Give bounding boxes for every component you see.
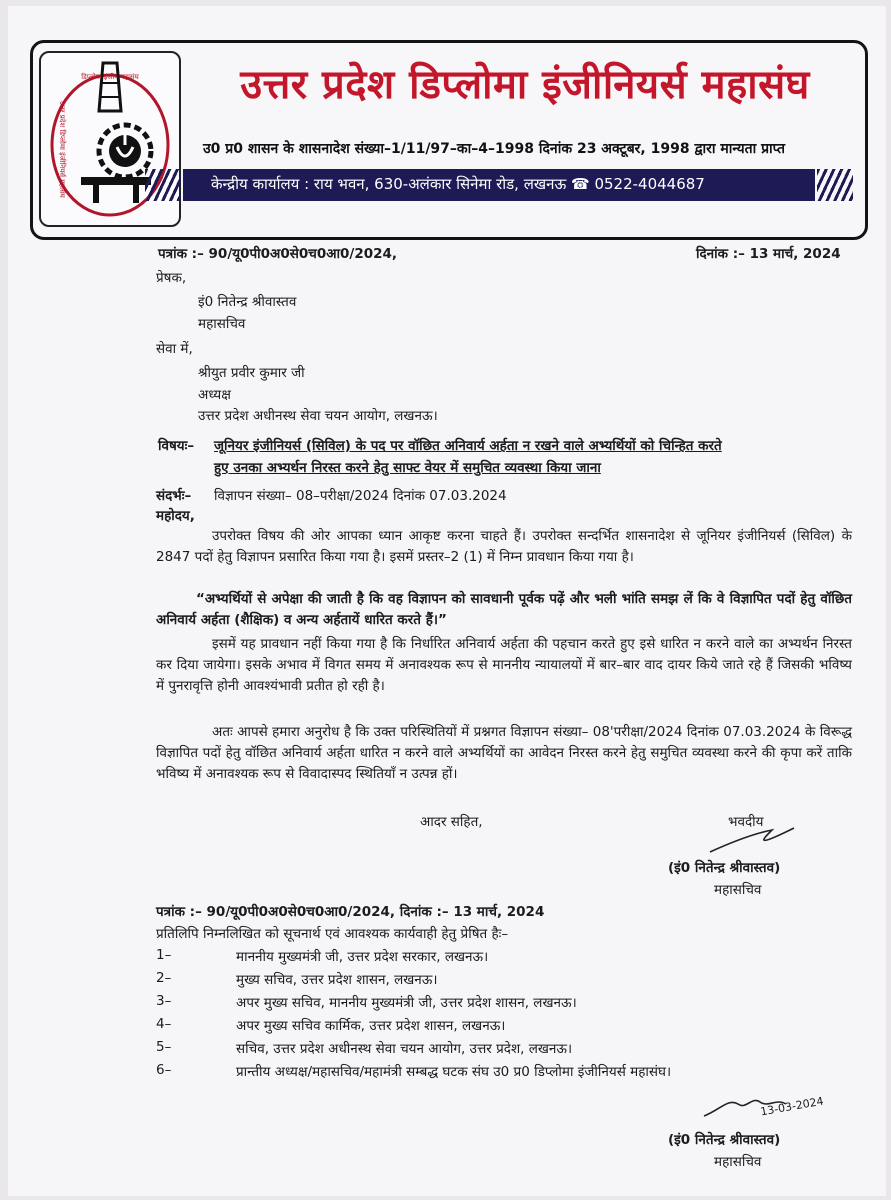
copy-reference-line: पत्रांक :– 90/यू0पी0अ0से0च0आ0/2024, दिनांक :– 13 मार्च, 2024 xyxy=(156,904,545,920)
subject-line-1: जूनियर इंजीनियर्स (सिविल) के पद पर वॉछित अनिवार्य अर्हता न रखने वाले अभ्यर्थियों को चिन्हित करते xyxy=(214,438,722,454)
recipient-org: उत्तर प्रदेश अधीनस्थ सेवा चयन आयोग, लखनऊ। xyxy=(198,408,438,424)
sender-label: प्रेषक, xyxy=(156,270,187,286)
letter-reference-number: पत्रांक :– 90/यू0पी0अ0से0च0आ0/2024, xyxy=(158,246,398,262)
signature-date: 13-03-2024 xyxy=(759,1094,825,1119)
signatory-title: महासचिव xyxy=(714,882,762,898)
to-label: सेवा में, xyxy=(156,341,193,357)
letterhead xyxy=(30,40,868,240)
reference-text: विज्ञापन संख्या– 08–परीक्षा/2024 दिनांक 07.03.2024 xyxy=(214,488,507,504)
yours-faithfully: भवदीय xyxy=(728,814,764,830)
copy-item-number: 3– xyxy=(156,993,172,1009)
copy-item-text: मुख्य सचिव, उत्तर प्रदेश शासन, लखनऊ। xyxy=(236,972,438,988)
paragraph-1: उपरोक्त विषय की ओर आपका ध्यान आकृष्ट करना चाहते हैं। उपरोक्त सन्दर्भित शासनादेश से जूनियर इंजीनियर्स (सिविल) के 2847 पदों हेतु विज्ञापन प्रसारित किया गया है। इसमें प्रस्तर–2 (1) में निम्न प्रावधान किया गया है। xyxy=(156,528,852,565)
letter-page xyxy=(8,6,886,1196)
sender-title: महासचिव xyxy=(198,316,246,332)
quoted-provision: “अभ्यर्थियों से अपेक्षा की जाती है कि वह विज्ञापन को सावधानी पूर्वक पढ़ें और भली भांति समझ लें कि वे विज्ञापित पदों हेतु वॉछित अनिवार्य अर्हता (शैक्षिक) व अन्य अर्हतायें धारित करते हैं।” xyxy=(156,591,852,628)
salutation: महोदय, xyxy=(156,508,195,524)
paragraph-3: अतः आपसे हमारा अनुरोध है कि उक्त परिस्थितियों में प्रश्नगत विज्ञापन संख्या– 08'परीक्षा/2024 दिनांक 07.03.2024 के विरूद्ध विज्ञापित पदों हेतु वॉछित अनिवार्य अर्हता धारित न करने वाले अभ्यर्थियों का आवेदन निरस्त करने हेतु समुचित व्यवस्था करने की कृपा करें ताकि भविष्य में अनावश्यक रूप से विवादास्पद स्थितियाँ न उत्पन्न हों। xyxy=(156,724,852,782)
subject-label: विषयः– xyxy=(158,438,195,454)
reference-label: संदर्भः– xyxy=(156,488,192,504)
recognition-line: उ0 प्र0 शासन के शासनादेश संख्या–1/11/97–का–4–1998 दिनांक 23 अक्टूबर, 1998 द्वारा मान्यता प्राप्त xyxy=(203,141,785,157)
organization-title: उत्तर प्रदेश डिप्लोमा इंजीनियर्स महासंघ xyxy=(240,62,810,108)
copy-item-text: सचिव, उत्तर प्रदेश अधीनस्थ सेवा चयन आयोग, उत्तर प्रदेश, लखनऊ। xyxy=(236,1041,573,1057)
copy-item-text: प्रान्तीय अध्यक्ष/महासचिव/महामंत्री सम्बद्ध घटक संघ उ0 प्र0 डिप्लोमा इंजीनियर्स महासंघ। xyxy=(236,1064,672,1080)
copy-item-text: अपर मुख्य सचिव, माननीय मुख्यमंत्री जी, उत्तर प्रदेश शासन, लखनऊ। xyxy=(236,995,577,1011)
logo-text-side: उत्तर प्रदेश डिप्लोमा इंजीनियर्स महासंघ xyxy=(58,101,66,198)
regards-text: आदर सहित, xyxy=(420,814,483,830)
signature-mark-1 xyxy=(702,822,812,862)
paragraph-2: इसमें यह प्रावधान नहीं किया गया है कि निर्धारित अनिवार्य अर्हता की पहचान करते हुए इसे धारित न करने वाले का अभ्यर्थन निरस्त कर दिया जायेगा। इसके अभाव में विगत समय में अनावश्यक रूप से माननीय न्यायालयों में बार–बार वाद दायर किये जाते रहे हैं जिसकी भविष्य में पुनरावृत्ति होनी आवश्यंभावी प्रतीत हो रही है। xyxy=(156,636,852,694)
sender-name: इं0 नितेन्द्र श्रीवास्तव xyxy=(198,294,297,310)
copy-item-number: 1– xyxy=(156,947,172,963)
letter-date: दिनांक :– 13 मार्च, 2024 xyxy=(696,246,841,262)
logo-text-top: डिप्लोमा इंजी० महासंघ xyxy=(81,73,139,81)
copy-item-number: 2– xyxy=(156,970,172,986)
recipient-title: अध्यक्ष xyxy=(198,387,231,403)
office-address-band: केन्द्रीय कार्यालय : राय भवन, 630-अलंकार सिनेमा रोड, लखनऊ ☎ 0522-4044687 xyxy=(183,169,815,201)
copy-item-number: 6– xyxy=(156,1062,172,1078)
copy-item-text: माननीय मुख्यमंत्री जी, उत्तर प्रदेश सरकार, लखनऊ। xyxy=(236,949,489,965)
office-band-hatch-left xyxy=(145,169,181,201)
copy-item-text: अपर मुख्य सचिव कार्मिक, उत्तर प्रदेश शासन, लखनऊ। xyxy=(236,1018,506,1034)
recipient-name: श्रीयुत प्रवीर कुमार जी xyxy=(198,365,305,381)
subject-line-2: हुए उनका अभ्यर्थन निरस्त करने हेतु साफ्ट वेयर में समुचित व्यवस्था किया जाना xyxy=(214,460,601,476)
office-band-hatch-right xyxy=(817,169,853,201)
copy-signatory-name: (इं0 नितेन्द्र श्रीवास्तव) xyxy=(668,1132,781,1148)
signatory-name: (इं0 नितेन्द्र श्रीवास्तव) xyxy=(668,860,781,876)
copy-item-number: 4– xyxy=(156,1016,172,1032)
copy-signatory-title: महासचिव xyxy=(714,1154,762,1170)
copy-item-number: 5– xyxy=(156,1039,172,1055)
copy-intro: प्रतिलिपि निम्नलिखित को सूचनार्थ एवं आवश्यक कार्यवाही हेतु प्रेषित हैः– xyxy=(156,926,509,942)
